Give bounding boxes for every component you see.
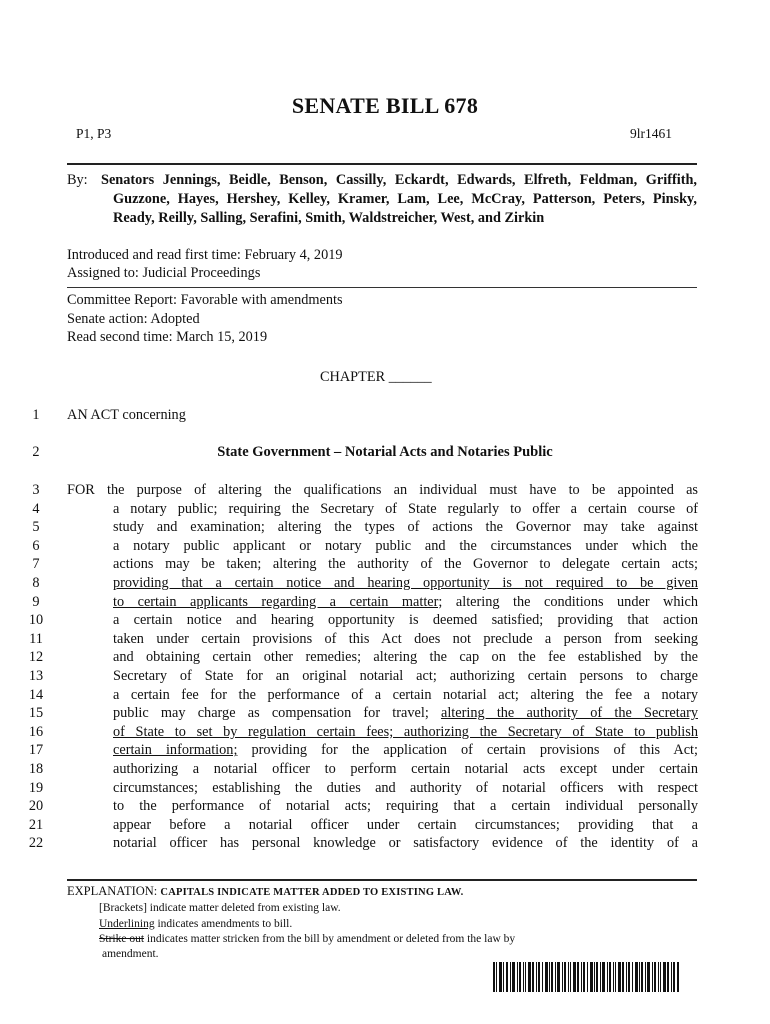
line-number: 10 bbox=[28, 612, 44, 629]
amended-text: to certain applicants regarding a certain matter; bbox=[113, 593, 443, 610]
line-number: 19 bbox=[28, 779, 44, 796]
line-number: 9 bbox=[32, 593, 40, 610]
explanation-label: EXPLANATION: bbox=[67, 884, 161, 898]
committee-report-line: Committee Report: Favorable with amendments bbox=[67, 292, 343, 308]
bill-line: a certain fee for the performance of a certain notarial act; altering the fee a notary bbox=[113, 686, 698, 703]
line-number: 11 bbox=[29, 630, 43, 647]
act-title: State Government – Notarial Acts and Notaries Public bbox=[217, 444, 553, 460]
amended-text: altering the authority of the Secretary bbox=[440, 705, 698, 722]
brackets-text: indicate matter deleted from existing law. bbox=[146, 902, 341, 914]
sponsor-names: Senators Jennings, Beidle, Benson, Cassilly, Eckardt, Edwards, Elfreth, Feldman, Griffith, Guzzone, Hayes, Hershey, Kelley, Kramer, Lam, Lee, McCray, Patterson, Peters, Pinsky, Ready, Reilly, Salling, Serafini, Smith, Waldstreicher, West, and Zirkin bbox=[101, 172, 697, 226]
barcode-icon bbox=[493, 962, 679, 992]
introduced-line: Introduced and read first time: February 4, 2019 bbox=[67, 247, 343, 263]
strike-mark: Strike out bbox=[99, 933, 145, 945]
line-number: 21 bbox=[28, 816, 44, 833]
line-number: 1 bbox=[32, 407, 40, 423]
line-number: 7 bbox=[32, 556, 40, 573]
line-number: 13 bbox=[28, 668, 44, 684]
bill-line: notarial officer has personal knowledge or satisfactory evidence of the identity of a bbox=[113, 835, 698, 852]
top-rule bbox=[67, 163, 697, 165]
explanation-heading bbox=[67, 884, 463, 899]
underlining-mark: Underlining bbox=[99, 918, 155, 930]
strike-note-continued: amendment. bbox=[102, 948, 159, 960]
line-number: 14 bbox=[28, 686, 44, 703]
bill-line: a notary public; requiring the Secretary of State regularly to offer a certain course of bbox=[113, 500, 698, 517]
bill-line: a certain notice and hearing opportunity is deemed satisfied; providing that action bbox=[113, 612, 698, 629]
line-number: 18 bbox=[28, 761, 44, 777]
bill-line-amended: providing that a certain notice and hearing opportunity is not required to be given bbox=[113, 575, 698, 591]
line-number: 4 bbox=[32, 500, 40, 517]
bill-line: circumstances; establishing the duties and authority of notarial officers with respect bbox=[113, 779, 698, 796]
bill-line: and obtaining certain other remedies; altering the cap on the fee established by the bbox=[113, 649, 698, 666]
strike-text: indicates matter stricken from the bill by amendment or deleted from the law by bbox=[144, 933, 516, 945]
line-number: 12 bbox=[28, 649, 44, 666]
underlining-text: indicates amendments to bill. bbox=[154, 918, 293, 930]
by-label: By: bbox=[67, 172, 88, 188]
bill-line bbox=[113, 742, 698, 759]
bill-line: a notary public applicant or notary public and the circumstances under which the bbox=[113, 537, 698, 554]
bill-line: taken under certain provisions of this Act does not preclude a person from seeking bbox=[113, 630, 698, 647]
senate-action-line: Senate action: Adopted bbox=[67, 311, 200, 327]
line-number: 22 bbox=[28, 835, 44, 852]
bill-line bbox=[113, 594, 698, 611]
line-number: 20 bbox=[28, 798, 44, 815]
line-number: 17 bbox=[28, 742, 44, 759]
line-number: 16 bbox=[28, 723, 44, 740]
drafting-code: 9lr1461 bbox=[630, 126, 672, 141]
assigned-line: Assigned to: Judicial Proceedings bbox=[67, 265, 261, 281]
line-number: 2 bbox=[32, 444, 40, 460]
subject-code: P1, P3 bbox=[76, 126, 112, 141]
bill-title: SENATE BILL 678 bbox=[291, 93, 479, 118]
brackets-note bbox=[99, 902, 341, 914]
line-number: 15 bbox=[28, 705, 44, 722]
bill-line: FOR the purpose of altering the qualifications an individual must have to be appointed as bbox=[67, 482, 698, 498]
strike-note bbox=[99, 933, 515, 945]
bill-line: to the performance of notarial acts; requiring that a certain individual personally bbox=[113, 798, 698, 815]
bill-line: Secretary of State for an original notarial act; authorizing certain persons to charge bbox=[113, 668, 698, 684]
sponsors-block bbox=[67, 171, 697, 228]
line-number: 8 bbox=[32, 575, 40, 591]
brackets-mark: [Brackets] bbox=[99, 902, 147, 914]
amended-text: certain information; bbox=[113, 742, 238, 759]
explanation-rule bbox=[67, 879, 697, 881]
second-reading-line: Read second time: March 15, 2019 bbox=[67, 329, 268, 345]
history-rule bbox=[67, 287, 697, 288]
line-number: 3 bbox=[32, 482, 40, 498]
act-concerning: AN ACT concerning bbox=[67, 407, 186, 423]
bill-line-amended: of State to set by regulation certain fees; authorizing the Secretary of State to publish bbox=[113, 723, 698, 740]
line-text: public may charge as compensation for travel; bbox=[113, 705, 441, 722]
line-number: 5 bbox=[32, 519, 40, 536]
bill-line bbox=[113, 705, 698, 722]
bill-line: authorizing a notarial officer to perform certain notarial acts except under certain bbox=[113, 761, 698, 777]
bill-line: appear before a notarial officer under certain circumstances; providing that a bbox=[113, 816, 698, 833]
underlining-note bbox=[99, 918, 292, 930]
chapter-line: CHAPTER ______ bbox=[320, 369, 432, 385]
explanation-caps: CAPITALS INDICATE MATTER ADDED TO EXISTING LAW. bbox=[160, 887, 464, 898]
line-text: providing for the application of certain provisions of this Act; bbox=[237, 742, 698, 759]
line-text: altering the conditions under which bbox=[442, 593, 698, 610]
line-number: 6 bbox=[32, 537, 40, 554]
bill-line: actions may be taken; altering the authority of the Governor to delegate certain acts; bbox=[113, 556, 698, 573]
bill-line: study and examination; altering the types of actions the Governor may take against bbox=[113, 519, 698, 536]
